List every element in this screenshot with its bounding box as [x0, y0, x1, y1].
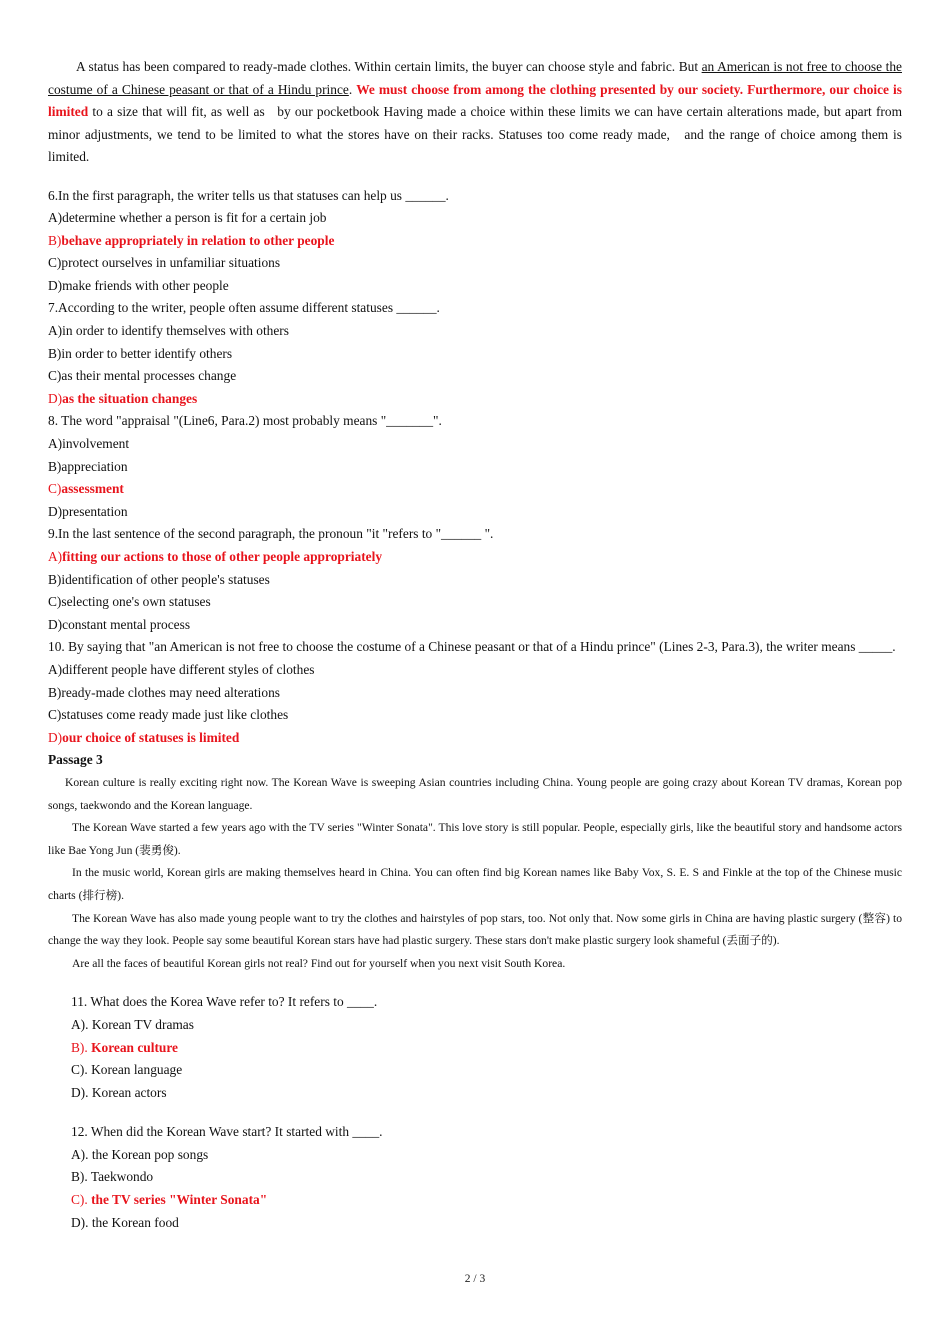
option-b: B)appreciation	[48, 458, 128, 474]
option-d: D)make friends with other people	[48, 277, 229, 293]
option-d-answer: D)as the situation changes	[48, 390, 198, 406]
question-stem: 11. What does the Korea Wave refer to? It refers to ____.	[71, 994, 378, 1010]
question-7	[48, 297, 902, 410]
passage-3	[48, 772, 902, 975]
option-a: A). Korean TV dramas	[71, 1016, 194, 1032]
option-d: D)constant mental process	[48, 616, 191, 632]
question-11	[48, 991, 902, 1105]
question-12	[48, 1121, 902, 1235]
passage-paragraph: The Korean Wave has also made young people want to try the clothes and hairstyles of pop stars, too. Not only that. Now some girls in China are having plastic surgery (整容) to change the way they look. People say some beautiful Korean stars have had plastic surgery. These stars don't make plastic surgery look shameful (丢面子的).	[48, 911, 902, 948]
option-a: A)different people have different styles of clothes	[48, 661, 315, 677]
question-stem: 8. The word "appraisal "(Line6, Para.2) most probably means "_______".	[48, 413, 442, 429]
passage-paragraph: The Korean Wave started a few years ago with the TV series "Winter Sonata". This love story is still popular. People, especially girls, like the beautiful story and handsome actors like Bae Yong Jun (裴勇俊).	[48, 821, 902, 857]
option-b: B)ready-made clothes may need alterations	[48, 684, 281, 700]
option-d: D)presentation	[48, 503, 128, 519]
passage-paragraph: Are all the faces of beautiful Korean girls not real? Find out for yourself when you next visit South Korea.	[72, 956, 566, 970]
option-a: A)in order to identify themselves with others	[48, 323, 289, 339]
question-stem: 9.In the last sentence of the second paragraph, the pronoun "it "refers to "______ ".	[48, 526, 494, 542]
option-d-answer: D)our choice of statuses is limited	[48, 729, 240, 745]
option-a-answer: A)fitting our actions to those of other people appropriately	[48, 549, 383, 564]
option-c-answer: C)assessment	[48, 481, 124, 497]
option-a: A)involvement	[48, 436, 130, 452]
option-b: B)in order to better identify others	[48, 345, 233, 361]
paragraph-text: A status has been compared to ready-made clothes. Within certain limits, the buyer can choose style and fabric. But	[76, 59, 702, 74]
option-b-answer: B). Korean culture	[71, 1039, 179, 1055]
option-d: D). Korean actors	[71, 1085, 167, 1101]
option-a: A)determine whether a person is fit for a certain job	[48, 210, 327, 226]
page-number: 2 / 3	[464, 1273, 486, 1285]
option-d: D). the Korean food	[71, 1214, 179, 1230]
option-c: C)protect ourselves in unfamiliar situations	[48, 255, 281, 271]
passage-paragraph: Korean culture is really exciting right now. The Korean Wave is sweeping Asian countries including China. Young people are going crazy about Korean TV dramas, Korean pop songs, taekwondo and the Korean language.	[48, 775, 902, 812]
question-6	[48, 185, 902, 298]
paragraph-text: .	[348, 81, 357, 97]
question-10	[48, 636, 902, 749]
paragraph-text: to a size that will fit, as well as by our pocketbook Having made a choice within these limits we can have certain alterations made, but apart from minor adjustments, we tend to be limited to what the stores have on their racks. Statuses too come ready made, and the range of choice among them is limited.	[48, 104, 902, 164]
option-c-answer: C). the TV series "Winter Sonata"	[71, 1191, 268, 1207]
question-8	[48, 410, 902, 523]
passage-heading: Passage 3	[48, 752, 103, 768]
option-c: C). Korean language	[71, 1062, 183, 1078]
option-b-answer: B)behave appropriately in relation to other people	[48, 232, 335, 248]
question-stem: 7.According to the writer, people often assume different statuses ______.	[48, 300, 440, 316]
highlighted-sentence: We must choose from among the clothing presented by our society. Furthermore, our choice is limited	[48, 81, 902, 119]
question-9	[48, 523, 902, 636]
option-c: C)as their mental processes change	[48, 368, 237, 384]
option-b: B)identification of other people's statuses	[48, 571, 270, 587]
question-stem: 12. When did the Korean Wave start? It started with ____.	[71, 1123, 383, 1139]
question-stem: 6.In the first paragraph, the writer tells us that statuses can help us ______.	[48, 187, 449, 203]
document-page	[48, 56, 902, 1234]
option-c: C)statuses come ready made just like clothes	[48, 707, 289, 723]
option-a: A). the Korean pop songs	[71, 1146, 209, 1162]
underlined-sentence: an American is not free to choose the costume of a Chinese peasant or that of a Hindu prince	[48, 59, 902, 97]
option-b: B). Taekwondo	[71, 1169, 154, 1185]
passage-paragraph: In the music world, Korean girls are making themselves heard in China. You can often find big Korean names like Baby Vox, S. E. S and Finkle at the top of the Chinese music charts (排行榜).	[48, 866, 902, 902]
question-stem: 10. By saying that "an American is not free to choose the costume of a Chinese peasant or that of a Hindu prince" (Lines 2-3, Para.3), the writer means _____.	[48, 639, 896, 655]
option-c: C)selecting one's own statuses	[48, 594, 211, 610]
passage-paragraph	[48, 56, 902, 169]
